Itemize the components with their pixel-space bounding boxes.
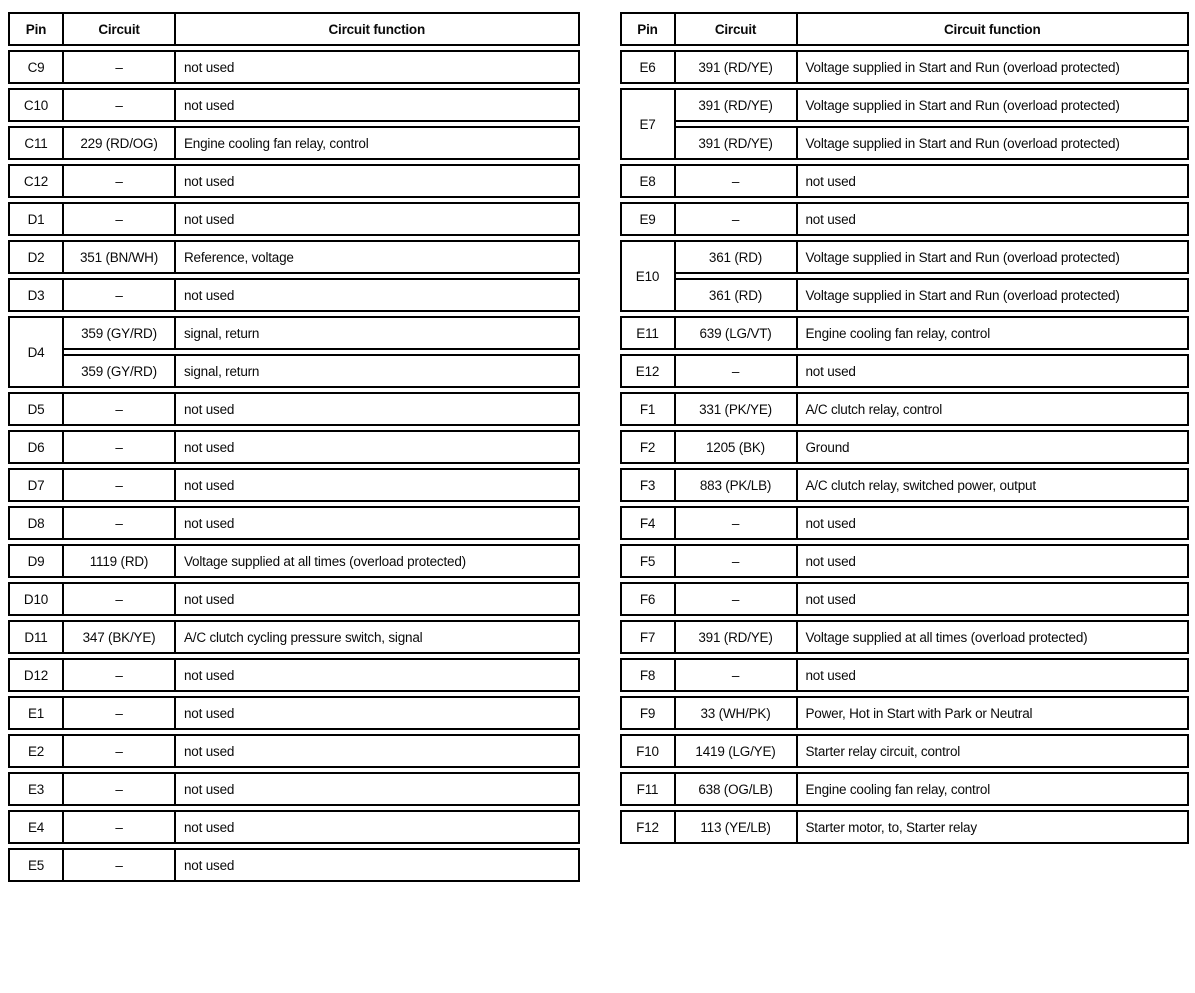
- function-cell: Engine cooling fan relay, control: [798, 316, 1190, 350]
- pin-cell: F5: [620, 544, 676, 578]
- function-cell: signal, return: [176, 316, 580, 350]
- pin-cell: F3: [620, 468, 676, 502]
- circuit-cell: 359 (GY/RD): [64, 316, 176, 350]
- pin-cell: D7: [8, 468, 64, 502]
- table-row: [620, 810, 1190, 844]
- table-row: [8, 354, 580, 388]
- pin-cell: F12: [620, 810, 676, 844]
- function-cell: not used: [798, 582, 1190, 616]
- pin-cell: E2: [8, 734, 64, 768]
- function-cell: not used: [176, 696, 580, 730]
- table-row: [8, 316, 580, 350]
- table-row: [8, 240, 580, 274]
- pin-cell: F2: [620, 430, 676, 464]
- table-row: [8, 50, 580, 84]
- function-cell: Ground: [798, 430, 1190, 464]
- table-row: [8, 696, 580, 730]
- pin-cell: E3: [8, 772, 64, 806]
- circuit-cell: –: [676, 506, 798, 540]
- circuit-cell: 361 (RD): [676, 240, 798, 274]
- circuit-cell: –: [676, 354, 798, 388]
- function-cell: not used: [176, 50, 580, 84]
- circuit-cell: 1419 (LG/YE): [676, 734, 798, 768]
- circuit-cell: –: [64, 848, 176, 882]
- function-cell: signal, return: [176, 354, 580, 388]
- table-row: [620, 696, 1190, 730]
- function-cell: Reference, voltage: [176, 240, 580, 274]
- circuit-cell: 1205 (BK): [676, 430, 798, 464]
- pin-cell: E8: [620, 164, 676, 198]
- function-cell: not used: [176, 734, 580, 768]
- function-cell: not used: [798, 658, 1190, 692]
- function-cell: A/C clutch relay, switched power, output: [798, 468, 1190, 502]
- circuit-cell: –: [64, 772, 176, 806]
- function-cell: A/C clutch relay, control: [798, 392, 1190, 426]
- table-row: [8, 468, 580, 502]
- pin-cell: F4: [620, 506, 676, 540]
- function-cell: not used: [176, 164, 580, 198]
- header-row: [620, 12, 1190, 46]
- column-header: Circuit function: [176, 12, 580, 46]
- table-row: [620, 734, 1190, 768]
- pin-cell: E1: [8, 696, 64, 730]
- table-row: [620, 126, 1190, 160]
- circuit-cell: 638 (OG/LB): [676, 772, 798, 806]
- pin-cell: E9: [620, 202, 676, 236]
- circuit-cell: 883 (PK/LB): [676, 468, 798, 502]
- column-header: Pin: [8, 12, 64, 46]
- table-row: [8, 202, 580, 236]
- table-row: [8, 772, 580, 806]
- column-header: Pin: [620, 12, 676, 46]
- circuit-cell: 359 (GY/RD): [64, 354, 176, 388]
- table-row: [8, 126, 580, 160]
- circuit-cell: –: [64, 202, 176, 236]
- table-row: [620, 468, 1190, 502]
- table-row: [8, 392, 580, 426]
- column-header: Circuit function: [798, 12, 1190, 46]
- table-row: [620, 544, 1190, 578]
- circuit-cell: 331 (PK/YE): [676, 392, 798, 426]
- table-row: [8, 810, 580, 844]
- function-cell: Voltage supplied at all times (overload protected): [176, 544, 580, 578]
- circuit-cell: –: [64, 810, 176, 844]
- circuit-cell: 391 (RD/YE): [676, 50, 798, 84]
- circuit-cell: –: [64, 430, 176, 464]
- pin-cell: D4: [8, 316, 64, 388]
- circuit-cell: –: [64, 278, 176, 312]
- table-row: [620, 88, 1190, 122]
- function-cell: A/C clutch cycling pressure switch, signal: [176, 620, 580, 654]
- function-cell: not used: [176, 202, 580, 236]
- table-row: [8, 88, 580, 122]
- circuit-cell: 33 (WH/PK): [676, 696, 798, 730]
- table-row: [8, 582, 580, 616]
- function-cell: not used: [176, 506, 580, 540]
- function-cell: not used: [798, 164, 1190, 198]
- function-cell: Engine cooling fan relay, control: [176, 126, 580, 160]
- pin-cell: D1: [8, 202, 64, 236]
- pin-cell: E10: [620, 240, 676, 312]
- function-cell: not used: [176, 848, 580, 882]
- pin-cell: D12: [8, 658, 64, 692]
- pin-cell: F6: [620, 582, 676, 616]
- function-cell: not used: [176, 468, 580, 502]
- pin-cell: C11: [8, 126, 64, 160]
- table-row: [8, 430, 580, 464]
- table-row: [620, 278, 1190, 312]
- pin-cell: C9: [8, 50, 64, 84]
- function-cell: Voltage supplied at all times (overload protected): [798, 620, 1190, 654]
- table-row: [620, 506, 1190, 540]
- function-cell: not used: [176, 658, 580, 692]
- circuit-cell: –: [64, 164, 176, 198]
- function-cell: Starter relay circuit, control: [798, 734, 1190, 768]
- table-row: [8, 658, 580, 692]
- pin-cell: F8: [620, 658, 676, 692]
- circuit-cell: –: [64, 658, 176, 692]
- table-row: [620, 392, 1190, 426]
- pinout-table-left: [8, 8, 580, 886]
- function-cell: Voltage supplied in Start and Run (overload protected): [798, 240, 1190, 274]
- circuit-cell: 391 (RD/YE): [676, 88, 798, 122]
- pin-cell: D5: [8, 392, 64, 426]
- function-cell: Starter motor, to, Starter relay: [798, 810, 1190, 844]
- function-cell: Engine cooling fan relay, control: [798, 772, 1190, 806]
- function-cell: not used: [176, 278, 580, 312]
- pin-cell: F9: [620, 696, 676, 730]
- circuit-cell: –: [64, 468, 176, 502]
- function-cell: not used: [798, 506, 1190, 540]
- function-cell: not used: [176, 430, 580, 464]
- circuit-cell: –: [676, 658, 798, 692]
- circuit-cell: 391 (RD/YE): [676, 126, 798, 160]
- table-row: [620, 202, 1190, 236]
- pin-cell: D6: [8, 430, 64, 464]
- header-row: [8, 12, 580, 46]
- table-row: [8, 620, 580, 654]
- circuit-cell: 113 (YE/LB): [676, 810, 798, 844]
- circuit-cell: –: [64, 506, 176, 540]
- table-row: [620, 772, 1190, 806]
- table-row: [8, 848, 580, 882]
- pinout-table-right: [620, 8, 1190, 848]
- table-row: [8, 544, 580, 578]
- function-cell: not used: [176, 810, 580, 844]
- column-header: Circuit: [676, 12, 798, 46]
- function-cell: not used: [798, 544, 1190, 578]
- table-row: [620, 316, 1190, 350]
- table-row: [620, 354, 1190, 388]
- circuit-cell: 229 (RD/OG): [64, 126, 176, 160]
- pin-cell: F10: [620, 734, 676, 768]
- function-cell: not used: [798, 354, 1190, 388]
- pin-cell: E7: [620, 88, 676, 160]
- function-cell: Power, Hot in Start with Park or Neutral: [798, 696, 1190, 730]
- pin-cell: C10: [8, 88, 64, 122]
- circuit-cell: 391 (RD/YE): [676, 620, 798, 654]
- circuit-cell: –: [64, 88, 176, 122]
- circuit-cell: –: [676, 202, 798, 236]
- table-row: [8, 734, 580, 768]
- table-row: [8, 164, 580, 198]
- circuit-cell: 1119 (RD): [64, 544, 176, 578]
- table-row: [620, 50, 1190, 84]
- pin-cell: E11: [620, 316, 676, 350]
- circuit-cell: –: [64, 696, 176, 730]
- table-row: [620, 620, 1190, 654]
- circuit-cell: –: [64, 50, 176, 84]
- pin-cell: D10: [8, 582, 64, 616]
- function-cell: not used: [798, 202, 1190, 236]
- table-row: [620, 582, 1190, 616]
- pin-cell: D2: [8, 240, 64, 274]
- pin-cell: F1: [620, 392, 676, 426]
- function-cell: Voltage supplied in Start and Run (overload protected): [798, 88, 1190, 122]
- table-row: [620, 658, 1190, 692]
- pin-cell: D11: [8, 620, 64, 654]
- circuit-cell: 347 (BK/YE): [64, 620, 176, 654]
- function-cell: Voltage supplied in Start and Run (overload protected): [798, 126, 1190, 160]
- function-cell: not used: [176, 772, 580, 806]
- pin-cell: E5: [8, 848, 64, 882]
- circuit-cell: 351 (BN/WH): [64, 240, 176, 274]
- circuit-cell: –: [676, 164, 798, 198]
- function-cell: Voltage supplied in Start and Run (overload protected): [798, 278, 1190, 312]
- circuit-cell: –: [64, 392, 176, 426]
- column-header: Circuit: [64, 12, 176, 46]
- table-row: [620, 430, 1190, 464]
- circuit-cell: –: [64, 582, 176, 616]
- table-row: [620, 164, 1190, 198]
- circuit-cell: –: [676, 582, 798, 616]
- pin-cell: D8: [8, 506, 64, 540]
- pin-cell: F11: [620, 772, 676, 806]
- circuit-cell: –: [64, 734, 176, 768]
- circuit-cell: 639 (LG/VT): [676, 316, 798, 350]
- function-cell: not used: [176, 88, 580, 122]
- table-row: [8, 278, 580, 312]
- pin-cell: E6: [620, 50, 676, 84]
- circuit-cell: 361 (RD): [676, 278, 798, 312]
- pin-cell: F7: [620, 620, 676, 654]
- pin-cell: D9: [8, 544, 64, 578]
- function-cell: Voltage supplied in Start and Run (overload protected): [798, 50, 1190, 84]
- table-row: [620, 240, 1190, 274]
- pin-cell: D3: [8, 278, 64, 312]
- pin-cell: E12: [620, 354, 676, 388]
- pin-cell: E4: [8, 810, 64, 844]
- pin-cell: C12: [8, 164, 64, 198]
- circuit-cell: –: [676, 544, 798, 578]
- function-cell: not used: [176, 392, 580, 426]
- table-row: [8, 506, 580, 540]
- function-cell: not used: [176, 582, 580, 616]
